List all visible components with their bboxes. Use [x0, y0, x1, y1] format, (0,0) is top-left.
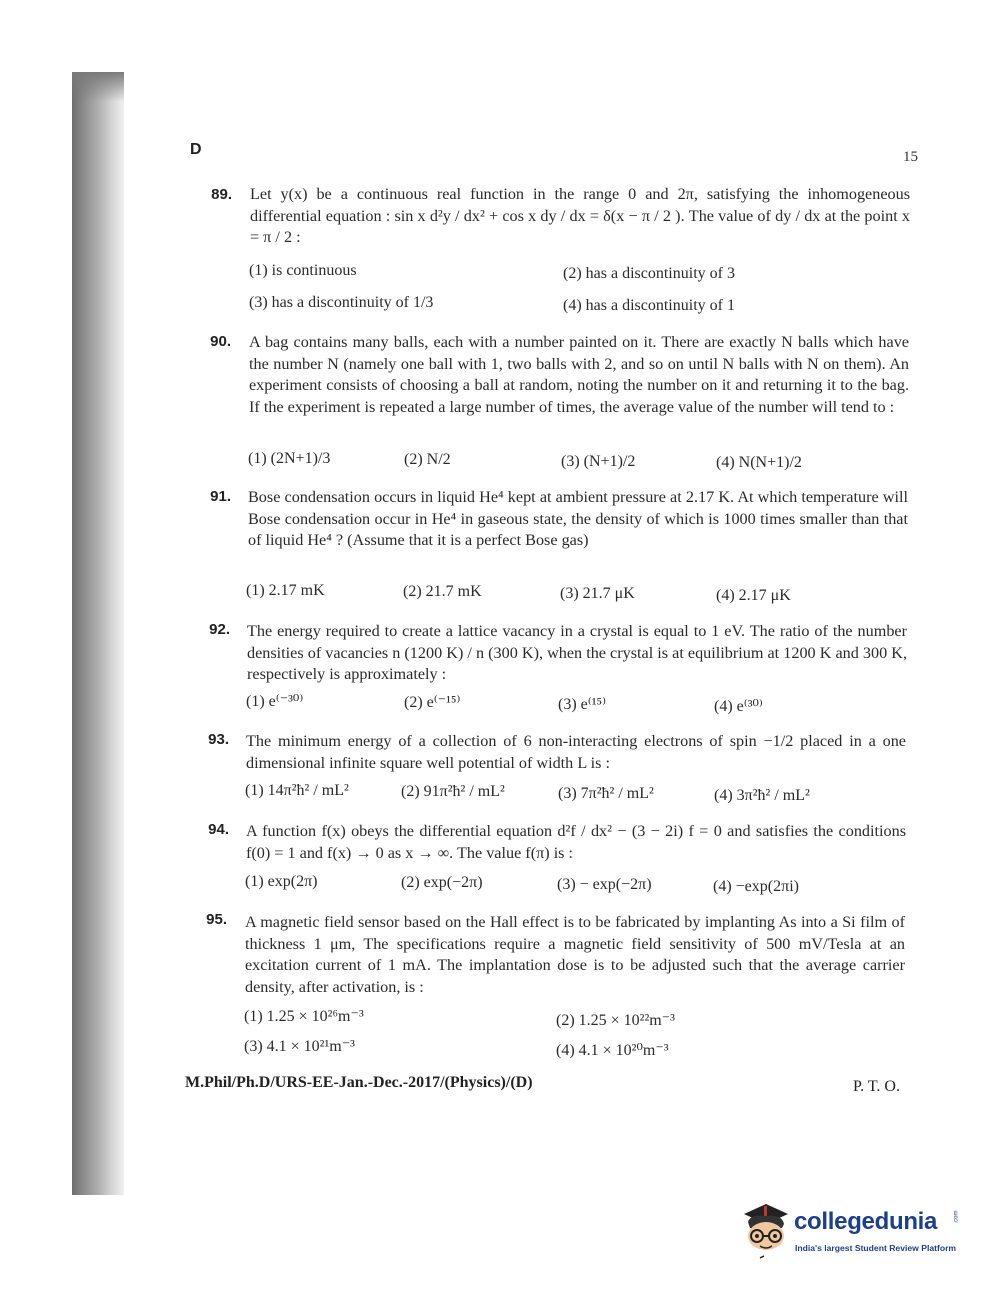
question-text: The minimum energy of a collection of 6 non-interacting electrons of spin −1/2 placed in a one dimensional infinite square well potential of width L is : [246, 732, 906, 772]
question-text: A magnetic field sensor based on the Hall effect is to be fabricated by implanting As into a Si film of thickness 1 μm, The specifications require a magnetic field sensitivity of 500 mV/Tesla at an excitation current of 1 mA. The implantation dose is to be adjusted such that the average carrier density, after activation, is : [245, 913, 905, 996]
option-2: (2) 1.25 × 10²²m⁻³ [556, 1012, 675, 1029]
option-1: (1) 1.25 × 10²⁶m⁻³ [244, 1008, 364, 1025]
option-3: (3) has a discontinuity of 1/3 [249, 294, 434, 311]
question-number: 93. [208, 731, 229, 748]
collegedunia-watermark [736, 1196, 966, 1266]
question-text: The energy required to create a lattice vacancy in a crystal is equal to 1 eV. The ratio of the number densities of vacancies n (1200 K) / n (300 K), when the crystal is at equilibrium at 1200 K and 300 K, respectively is approximately : [247, 622, 907, 683]
brand-name: collegedunia [794, 1208, 938, 1235]
brand-suffix: .com [953, 1210, 960, 1224]
question-number: 95. [206, 911, 227, 928]
option-2: (2) e⁽⁻¹⁵⁾ [404, 694, 461, 711]
option-1: (1) 14π²ħ² / mL² [245, 782, 349, 799]
option-2: (2) 91π²ħ² / mL² [401, 783, 505, 800]
option-4: (4) 2.17 μK [716, 587, 791, 604]
option-4: (4) has a discontinuity of 1 [563, 297, 735, 314]
question-number: 90. [210, 333, 231, 350]
option-4: (4) 3π²ħ² / mL² [714, 787, 810, 804]
question-text: Bose condensation occurs in liquid He⁴ kept at ambient pressure at 2.17 K. At which temperature will Bose condensation occur in He⁴ in gaseous state, the density of which is 1000 times smaller than that of liquid He⁴ ? (Assume that it is a perfect Bose gas) [248, 488, 908, 549]
option-1: (1) e⁽⁻³⁰⁾ [246, 693, 304, 710]
question-number: 92. [209, 621, 230, 638]
question-text: A bag contains many balls, each with a number painted on it. There are exactly N balls which have the number N (namely one ball with 1, two balls with 2, and so on until N balls with N on them). An experiment consists of choosing a ball at random, noting the number on it and returning it to the bag. If the experiment is repeated a large number of times, the average value of the number will tend to : [249, 333, 909, 416]
option-1: (1) (2N+1)/3 [248, 450, 331, 467]
series-letter: D [190, 141, 202, 158]
option-3: (3) (N+1)/2 [561, 453, 636, 470]
option-2: (2) N/2 [404, 451, 451, 468]
option-2: (2) 21.7 mK [403, 583, 482, 600]
option-1: (1) exp(2π) [245, 873, 318, 890]
scan-edge-shadow [72, 72, 124, 1195]
option-4: (4) N(N+1)/2 [716, 454, 802, 471]
question-text: A function f(x) obeys the differential equation d²f / dx² − (3 − 2i) f = 0 and satisfies the conditions f(0) = 1 and f(x) → 0 as x → ∞. The value f(π) is : [246, 822, 906, 862]
option-3: (3) 21.7 μK [560, 585, 635, 602]
brand-tagline: India's largest Student Review Platform [795, 1243, 957, 1253]
option-3: (3) e⁽¹⁵⁾ [558, 696, 606, 713]
question-text: Let y(x) be a continuous real function in the range 0 and 2π, satisfying the inhomogeneous differential equation : sin x d²y / dx² + cos x dy / dx = δ(x − π / 2 ). The value of dy / dx at the point x = π / 2 : [250, 185, 910, 246]
option-3: (3) 4.1 × 10²¹m⁻³ [244, 1038, 355, 1055]
mascot-icon [736, 1196, 792, 1262]
question-number: 94. [208, 821, 229, 838]
option-4: (4) 4.1 × 10²⁰m⁻³ [556, 1042, 669, 1059]
pto-label: P. T. O. [853, 1078, 900, 1095]
option-4: (4) e⁽³⁰⁾ [714, 698, 763, 715]
scan-edge-shadow-top [72, 72, 124, 102]
page-number: 15 [903, 149, 918, 165]
paper-code: M.Phil/Ph.D/URS-EE-Jan.-Dec.-2017/(Physics)/(D) [185, 1074, 533, 1091]
option-3: (3) − exp(−2π) [557, 876, 652, 893]
question-number: 91. [210, 488, 231, 505]
question-number: 89. [211, 186, 232, 203]
option-3: (3) 7π²ħ² / mL² [558, 785, 654, 802]
option-1: (1) 2.17 mK [246, 582, 325, 599]
option-2: (2) exp(−2π) [401, 874, 483, 891]
option-2: (2) has a discontinuity of 3 [563, 265, 735, 282]
option-1: (1) is continuous [249, 262, 357, 279]
option-4: (4) −exp(2πi) [713, 878, 799, 895]
